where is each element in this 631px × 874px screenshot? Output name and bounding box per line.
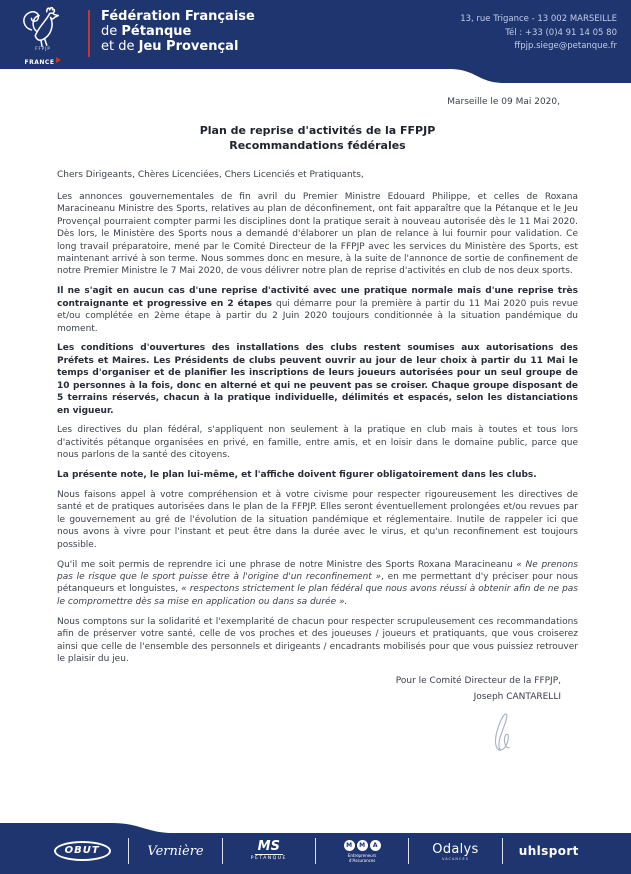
sponsor-mma [316, 840, 408, 863]
logo-caption-top: FFPJP [35, 46, 51, 51]
org-name [101, 9, 255, 54]
paragraph: Nous faisons appel à votre compréhension et à votre civisme pour respecter rigoureusement les directives de santé et de pratiques autorisées dans le plan de la FFPJP. Elles seront éventuellement prolongées et/ou revues par le gouvernement au gré de l'évolution de la situation pandémique et réglementaire. Inutile de rappeler ici que nous avons à vivre pour l'instant et peut être dans la durée avec le virus, et qu'un reconfinement est toujours possible. [57, 490, 578, 550]
ms-logo-subtext: PÉTANQUE [250, 856, 287, 862]
letter-body [57, 96, 578, 759]
sponsor-odalys [409, 842, 501, 861]
sponsor-obut [36, 841, 128, 861]
closing-line1: Pour le Comité Directeur de la FFPJP, [395, 675, 561, 686]
sponsor-bar [0, 833, 631, 869]
odalys-logo: Odalys [432, 841, 479, 857]
org-name-line2: de Pétanque [101, 24, 192, 39]
salutation: Chers Dirigeants, Chères Licenciées, Chers Licenciés et Pratiquants, [57, 170, 364, 180]
paragraph: Les directives du plan fédéral, s'appliquent non seulement à la pratique en club mais à toutes et tous lors d'activités pétanque organisées en privé, en famille, entre amis, et en loisir dans le domaine public, parce que nous parlons de la santé des citoyens. [57, 425, 578, 461]
letter-title-line2: Recommandations fédérales [229, 139, 406, 152]
contact-block [460, 13, 617, 54]
org-name-line1: Fédération Française [101, 9, 255, 24]
closing-block [57, 673, 578, 706]
paragraphs [57, 191, 578, 665]
header [0, 0, 631, 84]
verniere-logo: Vernière [147, 843, 204, 859]
header-divider [88, 10, 90, 57]
paragraph: Il ne s'agit en aucun cas d'une reprise d'activité avec une pratique normale mais d'une reprise très contraignante et progressive en 2 étapes qui démarre pour la première à partir du 11 Mai 2020 puis revue et/ou complétée en 2ème étape à partir du 2 Juin 2020 toujours conditionnée à la situation pandémique du moment. [57, 286, 578, 334]
sponsor-uhlsport [503, 844, 595, 858]
contact-phone: Tél : +33 (0)4 91 14 05 80 [505, 27, 617, 38]
paragraph: La présente note, le plan lui-même, et l'affiche doivent figurer obligatoirement dans les clubs. [57, 470, 537, 481]
mma-logo: M M A [344, 840, 381, 851]
letter-title-line1: Plan de reprise d'activités de la FFPJP [199, 124, 436, 137]
date-line: Marseille le 09 Mai 2020, [447, 97, 560, 107]
paragraph: Nous comptons sur la solidarité et l'exemplarité de chacun pour respecter scrupuleusement ces recommandations afin de préserver votre santé, celle de vos proches et des joueuses / joueurs et pratiquants, que vous croiserez ainsi que celle de l'ensemble des personnels et dirigeants / encadrants mobilisés pour que vous puissiez retrouver le plaisir du jeu. [57, 616, 578, 664]
letter-title [57, 123, 578, 153]
sponsor-verniere [129, 844, 221, 859]
contact-email: ffpjp.siege@petanque.fr [514, 41, 617, 51]
rooster-logo-icon [17, 5, 65, 49]
paragraph: Les annonces gouvernementales de fin avril du Premier Ministre Edouard Philippe, et celles de Roxana Maracineanu Ministre des Sports, relatives au plan de déconfinement, ont fait apparaître que la Pétanque et le Jeu Provençal pourraient compter parmi les disciplines dont la pratique serait à nouveau autorisée dès le 11 Mai 2020. Dès lors, le Ministère des Sports nous a demandé d'élaborer un plan de relance à lui fournir pour validation. Ce long travail préparatoire, mené par le Comité Directeur de la FFPJP avec les services du Ministère des Sports, est maintenant arrivé à son terme. Nous sommes donc en mesure, à la suite de l'annonce de sortie de confinement de notre Premier Ministre le 7 Mai 2020, de vous délivrer notre plan de reprise d'activités en club de nos deux sports. [57, 192, 578, 277]
signature-scribble-icon [482, 708, 520, 756]
sponsor-ms-petanque [223, 838, 315, 862]
paragraph: Les conditions d'ouvertures des installations des clubs restent soumises aux autorisations des Préfets et Maires. Les Présidents de clubs peuvent ouvrir au jour de leur choix à partir du 11 Mai le temps d'organiser et de planifier les inscriptions de leurs joueurs autorisées pour un seul groupe de 10 personnes à la fois, donc en alterné et qui ne peuvent pas se croiser. Chaque groupe disposant de 5 terrains réservés, chacun à la pratique individuelle, délimités et espacés, selon les distanciations en vigueur. [57, 343, 578, 416]
closing-line2: Joseph CANTARELLI [473, 692, 561, 703]
ms-logo: MS [255, 841, 283, 855]
paragraph: Qu'il me soit permis de reprendre ici une phrase de notre Ministre des Sports Roxana Maracineanu « Ne prenons pas le risque que le sport puisse être à l'origine d'un reconfinement », en me permettant d'y préciser pour nous pétanqueurs et longuistes, « respectons strictement le plan fédéral que nous avons réussi à obtenir afin de ne pas le compromettre dès sa mise en application ou dans sa durée ». [57, 559, 578, 607]
uhlsport-logo: uhlsport [518, 844, 579, 858]
mma-logo-subtext: Entrepreneurs d'Assurances [347, 852, 377, 863]
odalys-logo-subtext: VACANCES [442, 856, 469, 861]
org-name-line3: et de Jeu Provençal [101, 39, 239, 54]
contact-address: 13, rue Trigance - 13 002 MARSEILLE [460, 14, 617, 24]
signature [57, 708, 578, 759]
flag-icon [56, 57, 61, 63]
obut-logo: OBUT [54, 841, 111, 861]
logo-caption [20, 47, 66, 67]
logo-caption-bottom: FRANCE [24, 59, 55, 66]
